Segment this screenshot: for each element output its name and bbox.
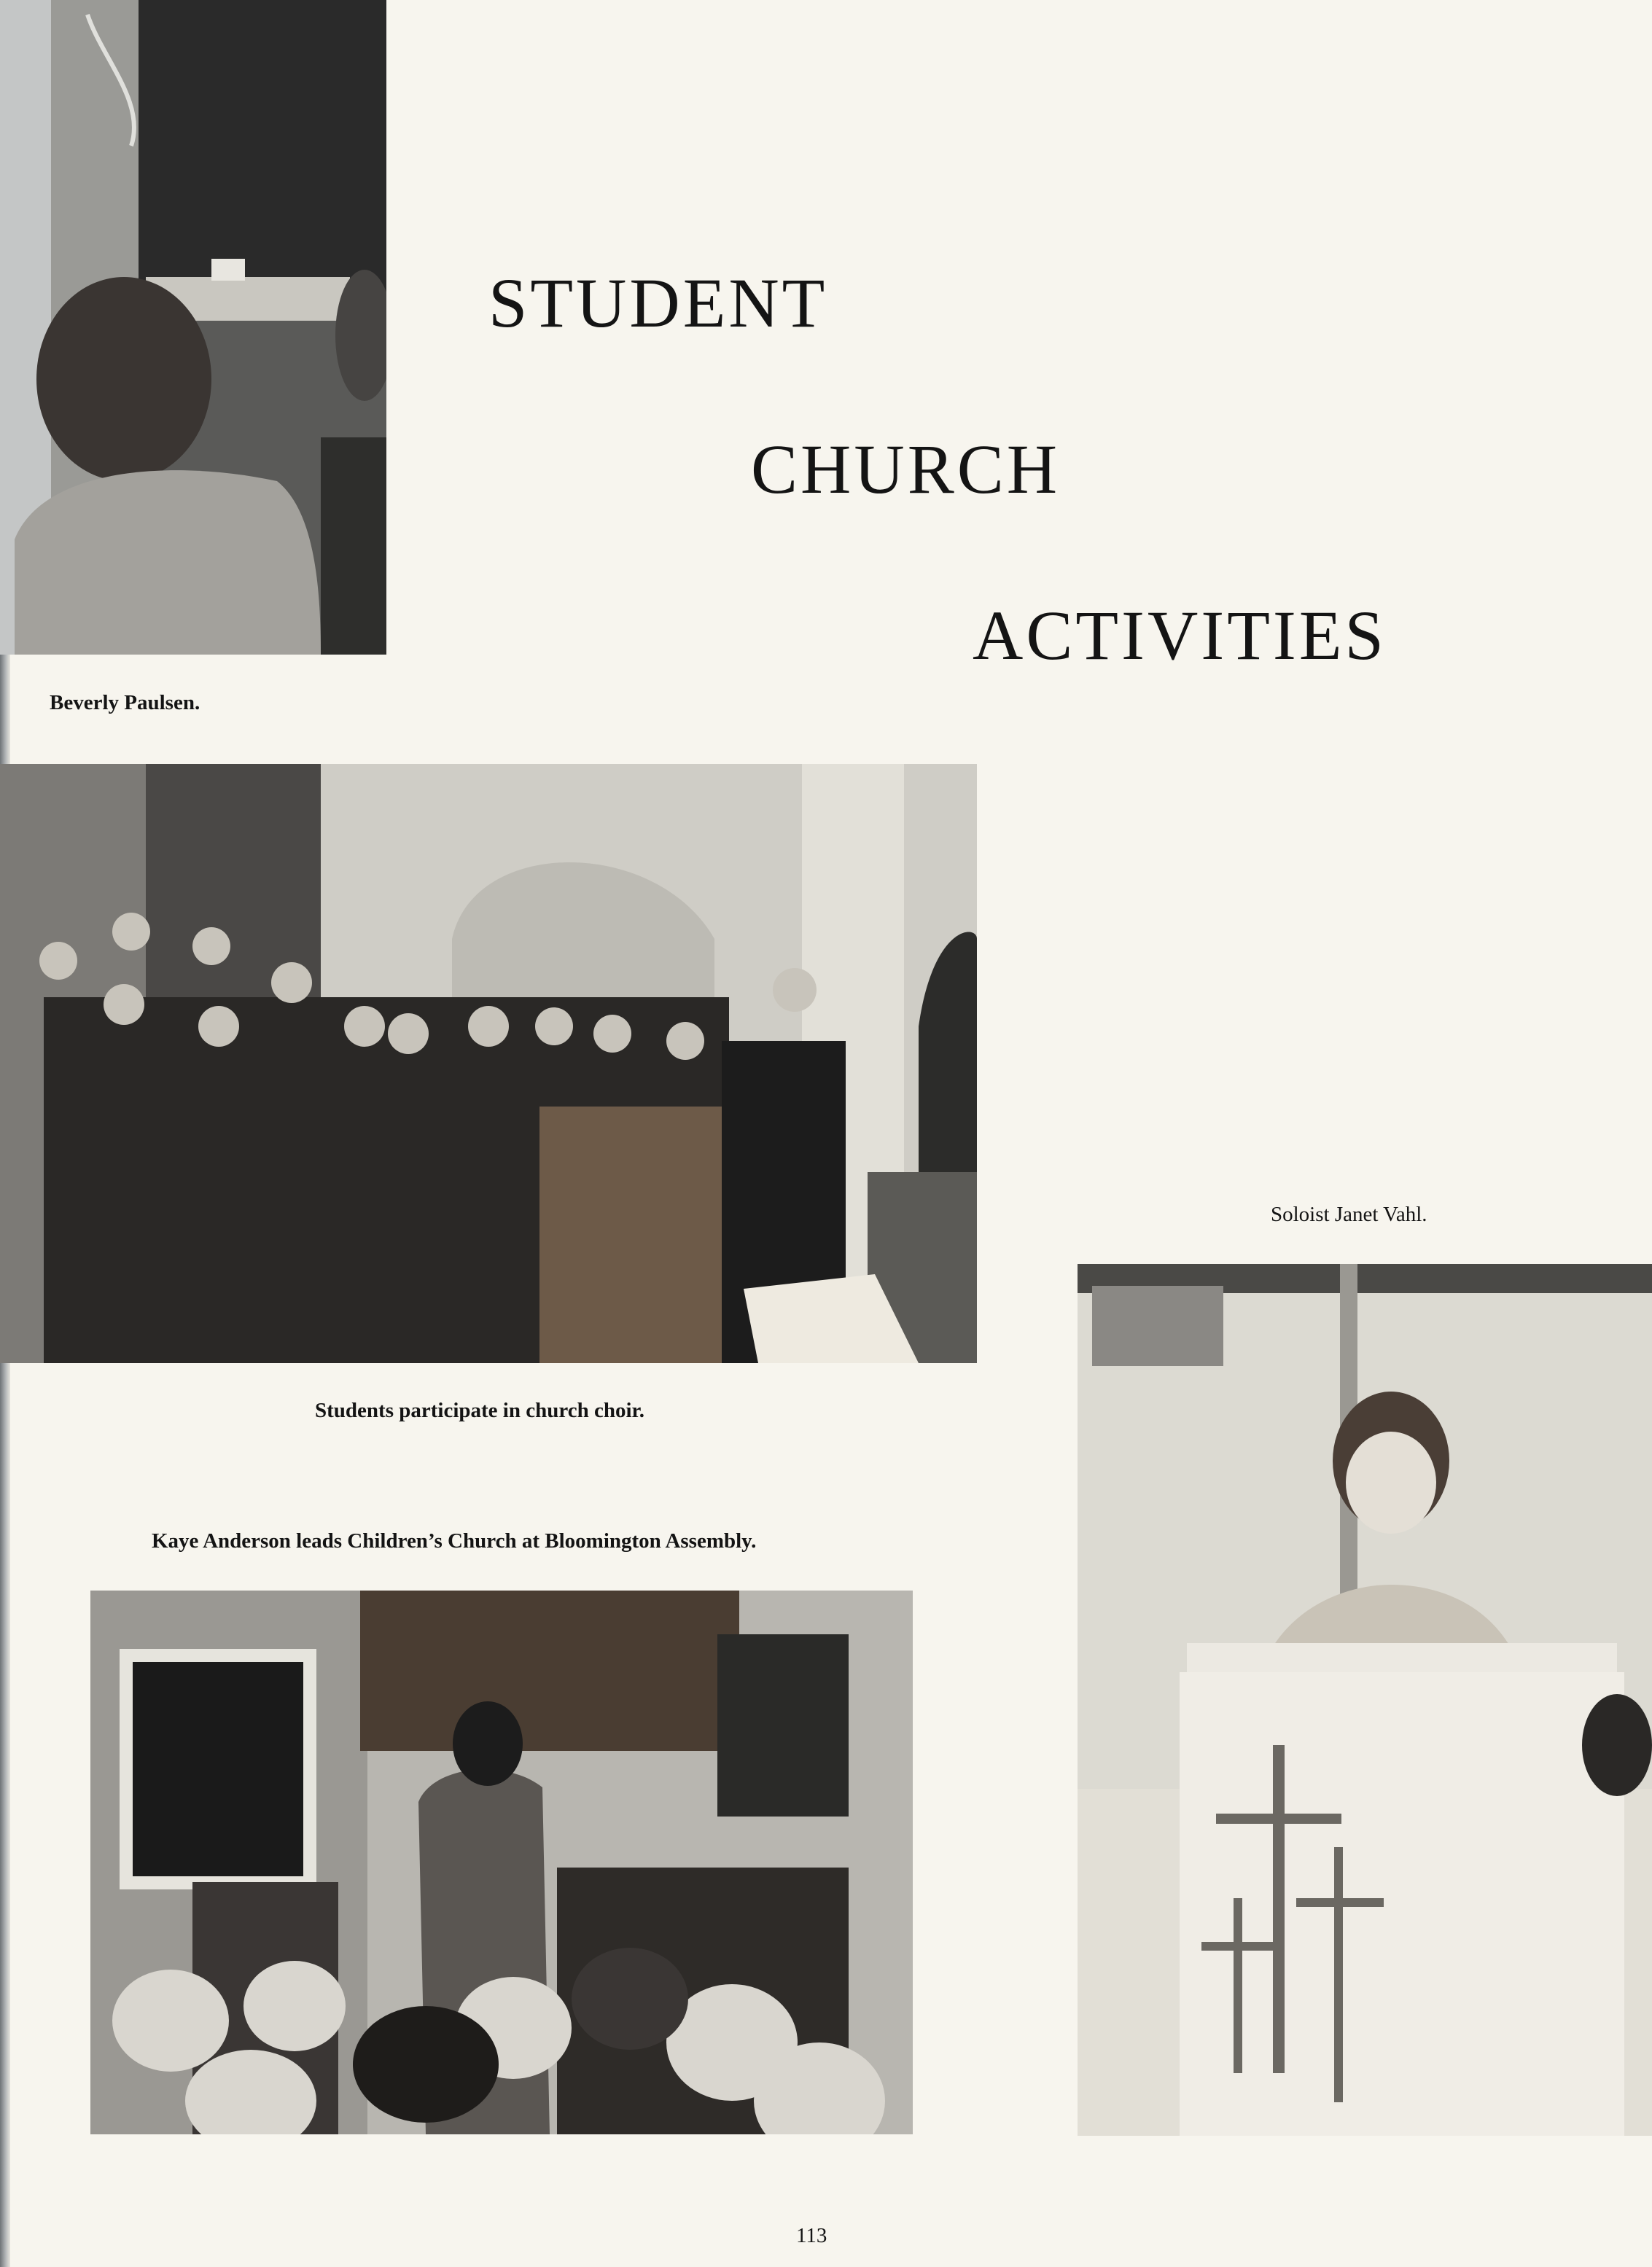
caption-kaye-anderson: Kaye Anderson leads Children’s Church at Bloomington Assembly. — [152, 1529, 757, 1553]
photo-soloist-janet-vahl — [1078, 1264, 1652, 2136]
photo-church-choir — [0, 764, 977, 1363]
caption-soloist: Soloist Janet Vahl. — [1271, 1203, 1427, 1226]
page-title-line-3: ACTIVITIES — [973, 596, 1387, 674]
caption-church-choir: Students participate in church choir. — [315, 1399, 644, 1422]
page-title-line-2: CHURCH — [751, 430, 1061, 508]
photo-childrens-church — [90, 1591, 913, 2134]
page-number: 113 — [796, 2224, 827, 2247]
page-title-line-1: STUDENT — [488, 264, 828, 342]
photo-beverly-paulsen — [0, 0, 386, 655]
caption-beverly-paulsen: Beverly Paulsen. — [50, 691, 200, 714]
